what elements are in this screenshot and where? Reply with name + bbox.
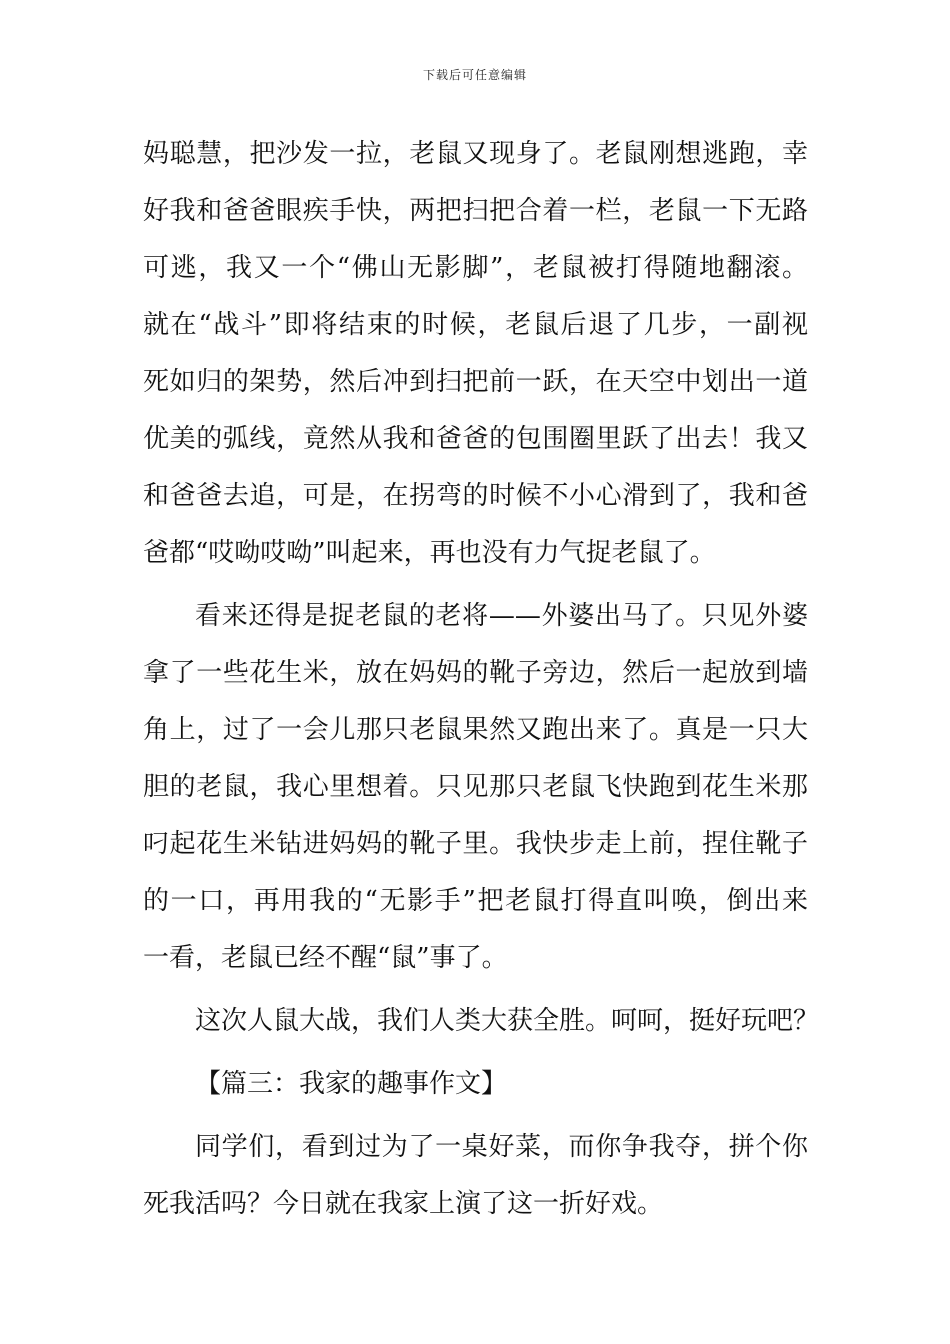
text-line: 可逃，我又一个“佛山无影脚”，老鼠被打得随地翻滚。 (143, 253, 808, 283)
text-line: 死我活吗？今日就在我家上演了这一折好戏。 (143, 1189, 664, 1219)
paragraph-4 (143, 1119, 808, 1233)
paragraph-1 (143, 126, 808, 582)
text-line: 叼起花生米钻进妈妈的靴子里。我快步走上前，捏住靴子 (143, 829, 808, 859)
text-line: 拿了一些花生米，放在妈妈的靴子旁边，然后一起放到墙 (143, 658, 808, 688)
text-line: 好我和爸爸眼疾手快，两把扫把合着一栏，老鼠一下无路 (143, 196, 808, 226)
paragraph-2 (143, 588, 808, 987)
paragraph-3 (143, 993, 820, 1050)
text-line: 一看，老鼠已经不醒“鼠”事了。 (143, 943, 508, 973)
text-line: 胆的老鼠，我心里想着。只见那只老鼠飞快跑到花生米那 (143, 772, 808, 802)
text-line: 这次人鼠大战，我们人类大获全胜。呵呵，挺好玩吧？ (195, 1006, 820, 1036)
text-line: 死如归的架势，然后冲到扫把前一跃，在天空中划出一道 (143, 367, 808, 397)
text-line: 同学们，看到过为了一桌好菜，而你争我夺，拼个你 (195, 1132, 808, 1162)
text-line: 和爸爸去追，可是，在拐弯的时候不小心滑到了，我和爸 (143, 481, 808, 511)
text-line: 的一口，再用我的“无影手”把老鼠打得直叫唤，倒出来 (143, 886, 808, 916)
text-line: 看来还得是捉老鼠的老将——外婆出马了。只见外婆 (195, 601, 808, 631)
document-body (143, 126, 820, 1233)
section-heading-text: 【篇三：我家的趣事作文】 (195, 1069, 508, 1099)
section-heading (143, 1056, 808, 1113)
text-line: 就在“战斗”即将结束的时候，老鼠后退了几步，一副视 (143, 310, 808, 340)
page-header: 下载后可任意编辑 (422, 68, 527, 82)
text-line: 妈聪慧，把沙发一拉，老鼠又现身了。老鼠刚想逃跑，幸 (143, 139, 808, 169)
text-line: 优美的弧线，竟然从我和爸爸的包围圈里跃了出去！我又 (143, 424, 808, 454)
text-line: 角上，过了一会儿那只老鼠果然又跑出来了。真是一只大 (143, 715, 808, 745)
text-line: 爸都“哎呦哎呦”叫起来，再也没有力气捉老鼠了。 (143, 538, 716, 568)
